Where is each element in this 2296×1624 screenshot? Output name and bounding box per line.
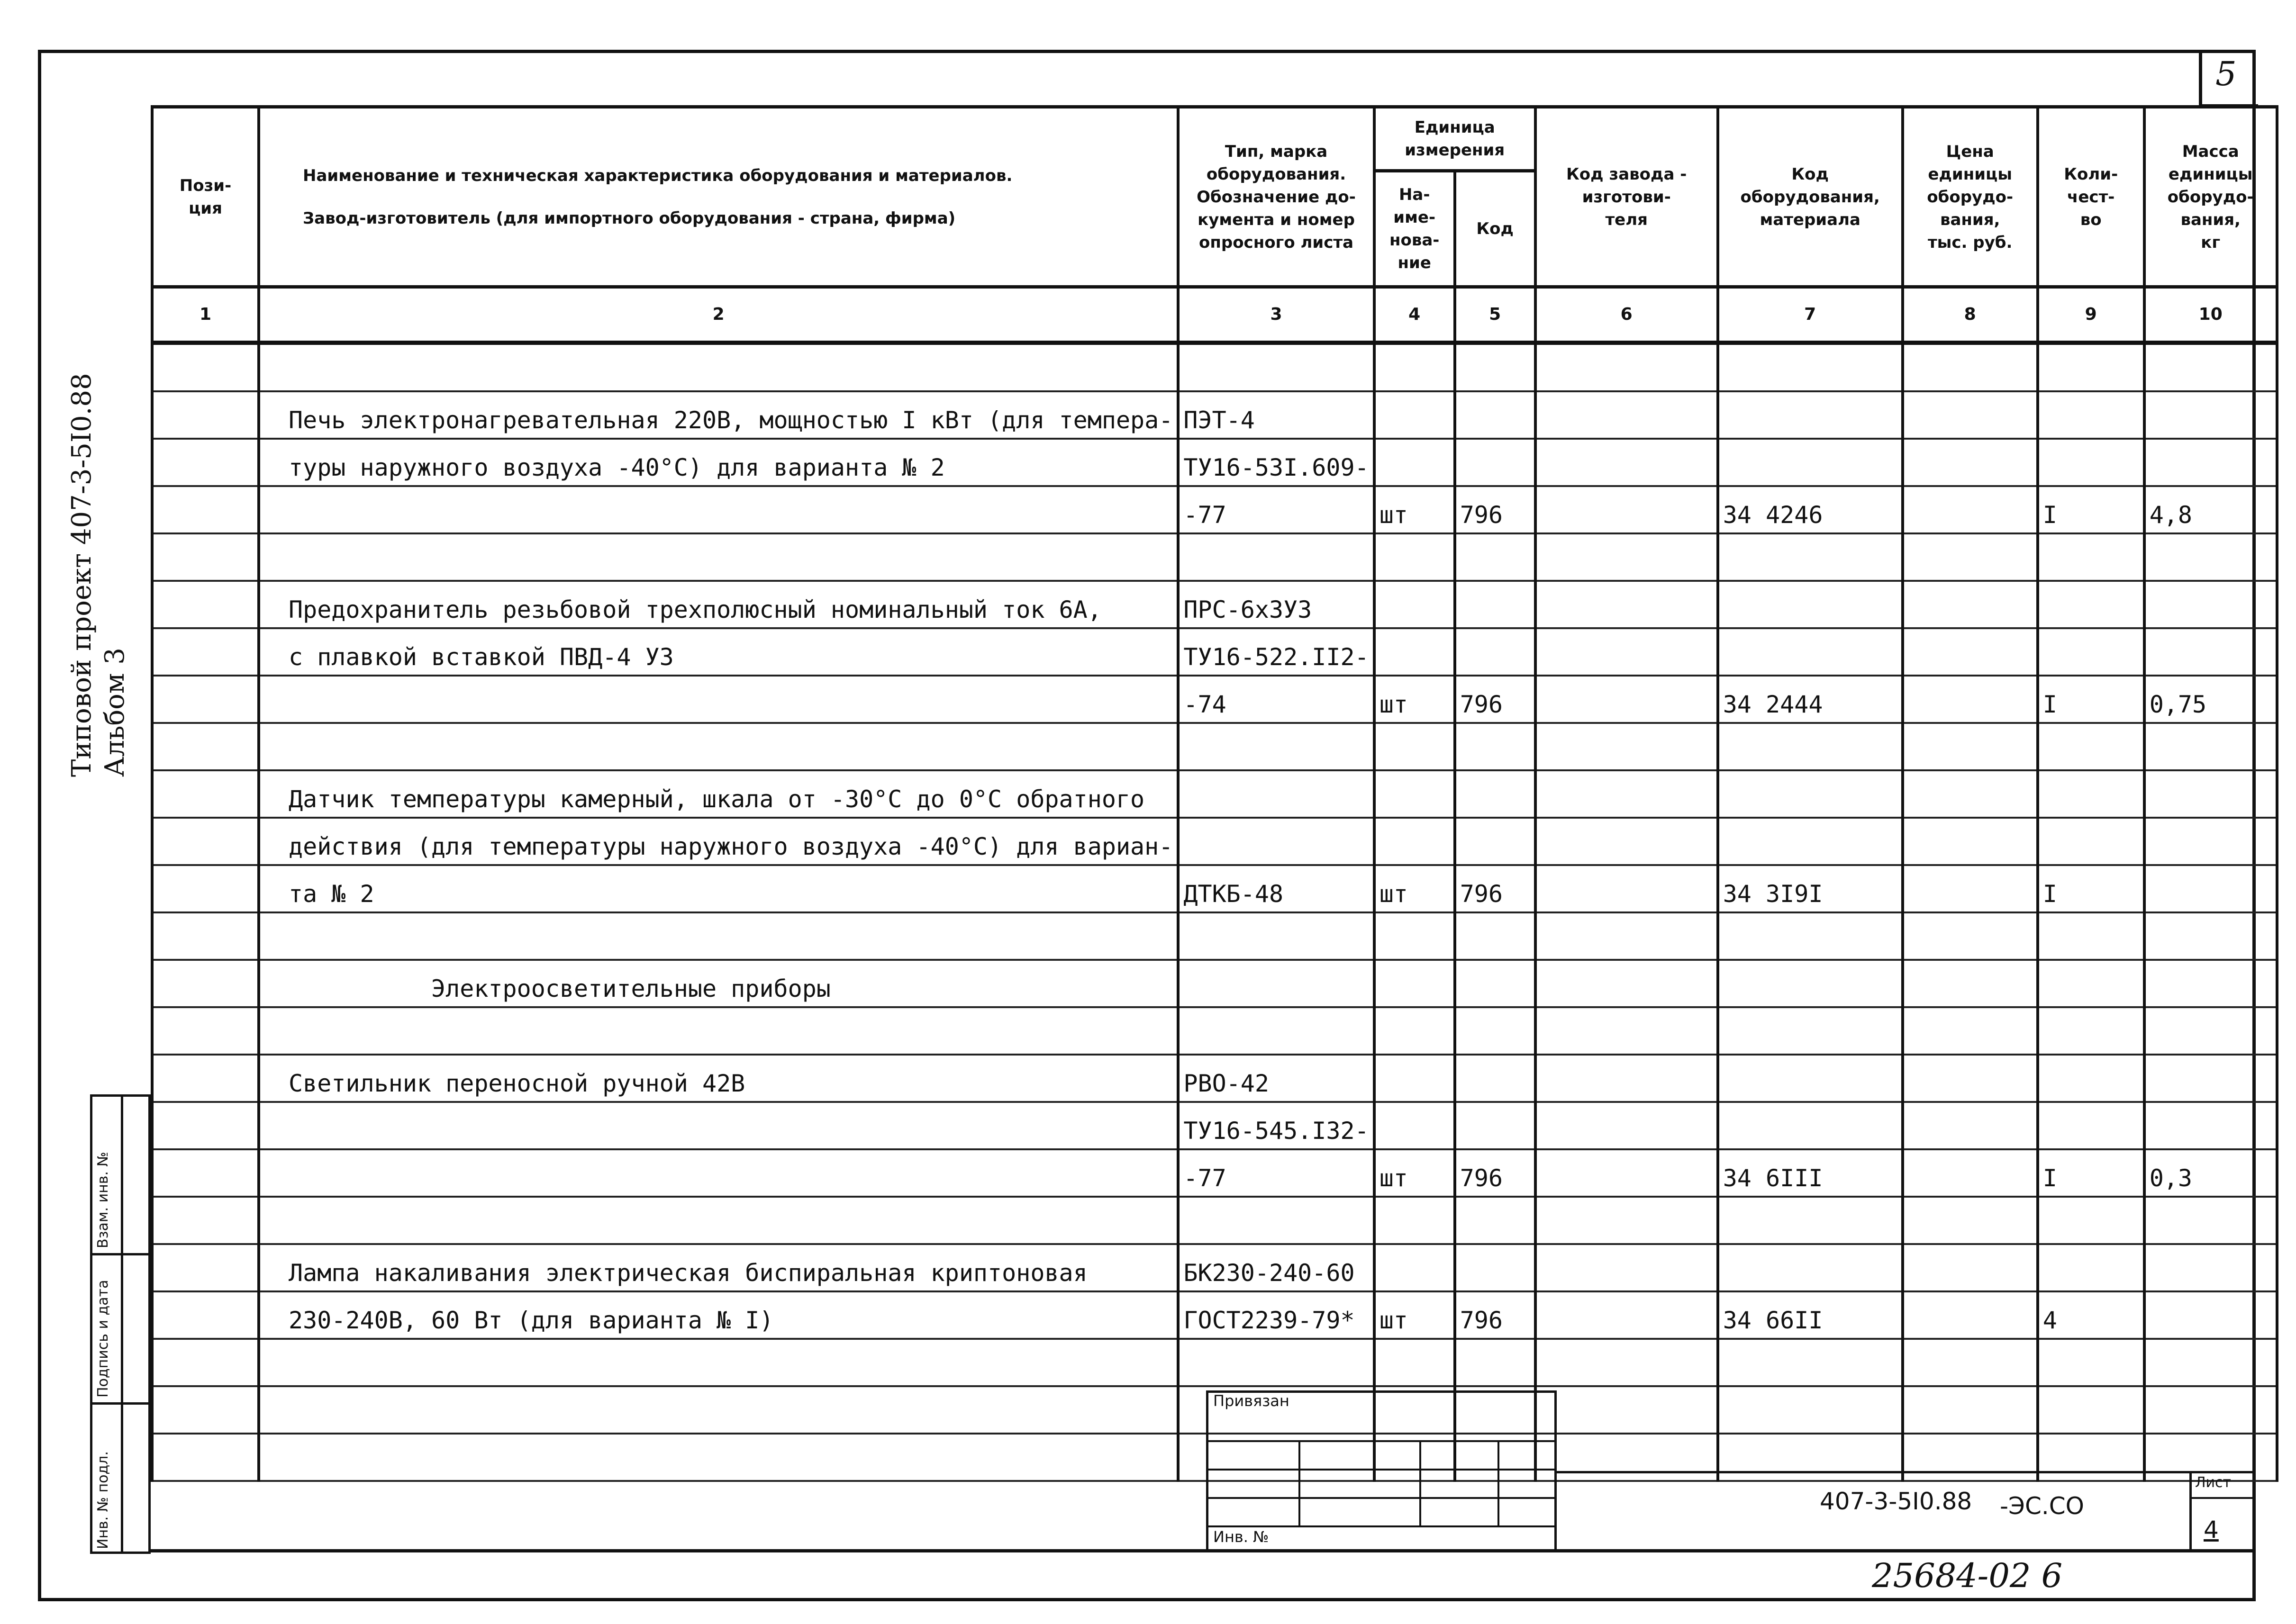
table-cell-c5 [1455, 581, 1535, 628]
table-cell-c7 [1718, 1007, 1903, 1055]
table-cell-c1 [152, 486, 259, 533]
header-unit-code: Код [1455, 171, 1535, 287]
table-cell-c4 [1374, 1007, 1455, 1055]
table-cell-c2: туры наружного воздуха -40°С) для варианта № 2 [259, 439, 1178, 486]
table-cell-c6 [1535, 676, 1718, 723]
table-cell-c8 [1903, 628, 2038, 676]
table-cell-c5 [1455, 723, 1535, 770]
table-cell-c7: 34 4246 [1718, 486, 1903, 533]
header-manufacturer-code: Код завода - изготови- теля [1535, 107, 1718, 287]
table-cell-c8 [1903, 391, 2038, 439]
table-cell-c9 [2038, 960, 2144, 1007]
table-cell-c6 [1535, 1339, 1718, 1386]
column-number-row [152, 287, 2277, 343]
table-cell-c8 [1903, 439, 2038, 486]
table-cell-c7 [1718, 391, 1903, 439]
table-cell-c2 [259, 912, 1178, 960]
column-number: 3 [1178, 287, 1374, 343]
table-cell-c6 [1535, 1244, 1718, 1291]
binding-stamp-box [1206, 1390, 1557, 1552]
table-cell-c10 [2144, 581, 2277, 628]
table-cell-c9 [2038, 1055, 2144, 1102]
table-cell-c7 [1718, 1102, 1903, 1149]
column-number: 5 [1455, 287, 1535, 343]
table-cell-c4 [1374, 912, 1455, 960]
table-cell-c3: ТУ16-545.I32- [1178, 1102, 1374, 1149]
table-cell-c6 [1535, 723, 1718, 770]
table-cell-c3 [1178, 818, 1374, 865]
table-cell-c1 [152, 676, 259, 723]
table-row [152, 581, 2277, 628]
table-cell-c9 [2038, 439, 2144, 486]
table-cell-c3 [1178, 770, 1374, 818]
table-row [152, 1055, 2277, 1102]
table-cell-c1 [152, 628, 259, 676]
table-cell-c7 [1718, 1386, 1903, 1434]
table-cell-c5 [1455, 1055, 1535, 1102]
table-cell-c1 [152, 1291, 259, 1339]
table-cell-c6 [1535, 1434, 1718, 1481]
table-cell-c6 [1535, 533, 1718, 581]
table-cell-c2 [259, 486, 1178, 533]
table-row [152, 818, 2277, 865]
table-row [152, 960, 2277, 1007]
table-cell-c7 [1718, 818, 1903, 865]
table-row [152, 486, 2277, 533]
table-cell-c8 [1903, 1149, 2038, 1197]
document-suffix: -ЭС.СО [2000, 1492, 2085, 1520]
table-cell-c3 [1178, 1197, 1374, 1244]
table-cell-c1 [152, 1386, 259, 1434]
table-row [152, 1197, 2277, 1244]
column-number: 9 [2038, 287, 2144, 343]
table-cell-c5: 796 [1455, 486, 1535, 533]
table-row [152, 1149, 2277, 1197]
table-cell-c5 [1455, 1007, 1535, 1055]
table-cell-c2: действия (для температуры наружного воздуха -40°С) для вариан- [259, 818, 1178, 865]
table-cell-c10 [2144, 960, 2277, 1007]
table-cell-c2 [259, 676, 1178, 723]
table-cell-c1 [152, 960, 259, 1007]
header-price: Цена единицы оборудо- вания, тыс. руб. [1903, 107, 2038, 287]
table-cell-c9: I [2038, 1149, 2144, 1197]
table-cell-c4 [1374, 1102, 1455, 1149]
table-cell-c1 [152, 723, 259, 770]
table-cell-c8 [1903, 581, 2038, 628]
header-equipment-code: Код оборудования, материала [1718, 107, 1903, 287]
table-cell-c7: 34 6III [1718, 1149, 1903, 1197]
table-cell-c3: -77 [1178, 1149, 1374, 1197]
table-cell-c10 [2144, 1055, 2277, 1102]
table-cell-c9 [2038, 723, 2144, 770]
table-cell-c1 [152, 581, 259, 628]
table-cell-c8 [1903, 1291, 2038, 1339]
table-cell-c8 [1903, 1055, 2038, 1102]
table-cell-c5 [1455, 770, 1535, 818]
table-cell-c8 [1903, 960, 2038, 1007]
table-cell-c2: Светильник переносной ручной 42В [259, 1055, 1178, 1102]
table-cell-c7: 34 3I9I [1718, 865, 1903, 912]
column-number: 10 [2144, 287, 2277, 343]
table-cell-c5 [1455, 1339, 1535, 1386]
table-cell-c9 [2038, 1386, 2144, 1434]
table-cell-c10 [2144, 912, 2277, 960]
table-cell-c1 [152, 439, 259, 486]
table-cell-c2 [259, 1434, 1178, 1481]
table-cell-c2 [259, 533, 1178, 581]
column-number: 6 [1535, 287, 1718, 343]
table-cell-c7 [1718, 628, 1903, 676]
column-number: 4 [1374, 287, 1455, 343]
table-cell-c2 [259, 1386, 1178, 1434]
header-position: Пози- ция [152, 107, 259, 287]
table-cell-c4 [1374, 770, 1455, 818]
table-cell-c6 [1535, 628, 1718, 676]
table-cell-c8 [1903, 486, 2038, 533]
table-cell-c7 [1718, 960, 1903, 1007]
table-cell-c10 [2144, 628, 2277, 676]
table-cell-c9 [2038, 1434, 2144, 1481]
table-cell-c4 [1374, 343, 1455, 392]
table-cell-c4 [1374, 723, 1455, 770]
table-cell-c3 [1178, 533, 1374, 581]
table-cell-c5 [1455, 1244, 1535, 1291]
table-cell-c8 [1903, 1244, 2038, 1291]
table-cell-c8 [1903, 1197, 2038, 1244]
table-row [152, 770, 2277, 818]
table-cell-c9 [2038, 1102, 2144, 1149]
table-cell-c2: с плавкой вставкой ПВД-4 У3 [259, 628, 1178, 676]
table-cell-c9 [2038, 533, 2144, 581]
table-cell-c6 [1535, 912, 1718, 960]
table-cell-c6 [1535, 1055, 1718, 1102]
stamp-replacement-inventory: Взам. инв. № [95, 1152, 111, 1248]
stamp-signature-date: Подпись и дата [95, 1280, 111, 1398]
table-cell-c8 [1903, 770, 2038, 818]
table-cell-c4: шт [1374, 486, 1455, 533]
table-cell-c7 [1718, 1434, 1903, 1481]
table-cell-c3: ПЭТ-4 [1178, 391, 1374, 439]
table-cell-c5 [1455, 960, 1535, 1007]
table-row [152, 1291, 2277, 1339]
table-cell-c9 [2038, 628, 2144, 676]
table-row [152, 1007, 2277, 1055]
table-cell-c10 [2144, 865, 2277, 912]
table-cell-c5: 796 [1455, 676, 1535, 723]
table-cell-c6 [1535, 1102, 1718, 1149]
table-row [152, 912, 2277, 960]
table-cell-c2 [259, 1197, 1178, 1244]
table-cell-c6 [1535, 960, 1718, 1007]
header-name: Наименование и техническая характеристика оборудования и материалов. Завод-изготовитель (для импортного оборудования - страна, фирма) [259, 107, 1178, 287]
table-cell-c1 [152, 1055, 259, 1102]
table-cell-c6 [1535, 1291, 1718, 1339]
table-cell-c3 [1178, 723, 1374, 770]
table-cell-c8 [1903, 912, 2038, 960]
table-cell-c3: БК230-240-60 [1178, 1244, 1374, 1291]
table-cell-c9: I [2038, 676, 2144, 723]
table-cell-c7 [1718, 723, 1903, 770]
table-cell-c9 [2038, 581, 2144, 628]
table-cell-c10 [2144, 1386, 2277, 1434]
table-row [152, 533, 2277, 581]
table-cell-c4 [1374, 581, 1455, 628]
table-cell-c1 [152, 1434, 259, 1481]
table-cell-c6 [1535, 391, 1718, 439]
table-cell-c1 [152, 770, 259, 818]
specification-table [151, 105, 2278, 1482]
table-cell-c2 [259, 1339, 1178, 1386]
table-cell-c5 [1455, 818, 1535, 865]
table-cell-c2: Предохранитель резьбовой трехполюсный номинальный ток 6А, [259, 581, 1178, 628]
table-cell-c4 [1374, 1244, 1455, 1291]
table-cell-c3 [1178, 1007, 1374, 1055]
table-cell-c10 [2144, 533, 2277, 581]
table-cell-c5: 796 [1455, 865, 1535, 912]
table-cell-c7 [1718, 439, 1903, 486]
table-cell-c1 [152, 391, 259, 439]
document-code: 407-3-5I0.88 [1820, 1488, 1972, 1515]
table-cell-c7 [1718, 1197, 1903, 1244]
table-row [152, 723, 2277, 770]
table-cell-c5 [1455, 533, 1535, 581]
sheet-value: 4 [2204, 1516, 2219, 1543]
table-cell-c9 [2038, 1339, 2144, 1386]
table-cell-c1 [152, 818, 259, 865]
table-cell-c3: ДТКБ-48 [1178, 865, 1374, 912]
table-cell-c8 [1903, 865, 2038, 912]
table-cell-c6 [1535, 770, 1718, 818]
table-cell-c10: 0,75 [2144, 676, 2277, 723]
table-cell-c1 [152, 1197, 259, 1244]
table-row [152, 676, 2277, 723]
header-unit-group: Единица измерения [1374, 107, 1535, 171]
table-row [152, 1244, 2277, 1291]
table-row [152, 1339, 2277, 1386]
table-cell-c9: I [2038, 865, 2144, 912]
table-cell-c9 [2038, 912, 2144, 960]
table-cell-c3 [1178, 912, 1374, 960]
table-cell-c2: Датчик температуры камерный, шкала от -30°С до 0°С обратного [259, 770, 1178, 818]
table-cell-c10: 0,3 [2144, 1149, 2277, 1197]
table-cell-c5 [1455, 912, 1535, 960]
table-cell-c2: Печь электронагревательная 220В, мощностью I кВт (для темпера- [259, 391, 1178, 439]
table-cell-c2 [259, 1149, 1178, 1197]
table-cell-c2: Электроосветительные приборы [259, 960, 1178, 1007]
side-album-title: Альбом 3 [100, 648, 130, 777]
table-cell-c10 [2144, 1102, 2277, 1149]
table-cell-c1 [152, 1244, 259, 1291]
table-cell-c3: -74 [1178, 676, 1374, 723]
table-cell-c5 [1455, 343, 1535, 392]
table-cell-c9: I [2038, 486, 2144, 533]
table-cell-c3: ГОСТ2239-79* [1178, 1291, 1374, 1339]
table-cell-c6 [1535, 1007, 1718, 1055]
table-cell-c4: шт [1374, 676, 1455, 723]
table-cell-c5 [1455, 1102, 1535, 1149]
table-cell-c1 [152, 912, 259, 960]
table-cell-c3: ПРС-6х3У3 [1178, 581, 1374, 628]
table-cell-c1 [152, 1339, 259, 1386]
header-mass: Масса единицы оборудо- вания, кг [2144, 107, 2277, 287]
table-cell-c2 [259, 343, 1178, 392]
table-cell-c6 [1535, 486, 1718, 533]
table-cell-c4: шт [1374, 865, 1455, 912]
table-cell-c8 [1903, 1386, 2038, 1434]
table-cell-c2: Лампа накаливания электрическая биспиральная криптоновая [259, 1244, 1178, 1291]
table-cell-c3 [1178, 343, 1374, 392]
column-number: 2 [259, 287, 1178, 343]
table-cell-c9 [2038, 770, 2144, 818]
table-cell-c9 [2038, 1007, 2144, 1055]
sheet-label: Лист [2195, 1474, 2232, 1491]
table-row [152, 343, 2277, 392]
table-cell-c7 [1718, 912, 1903, 960]
table-cell-c8 [1903, 1434, 2038, 1481]
table-cell-c4 [1374, 391, 1455, 439]
table-cell-c6 [1535, 865, 1718, 912]
table-cell-c10 [2144, 439, 2277, 486]
column-number: 7 [1718, 287, 1903, 343]
table-cell-c9 [2038, 391, 2144, 439]
header-type: Тип, марка оборудования. Обозначение до- кумента и номер опросного листа [1178, 107, 1374, 287]
table-row [152, 391, 2277, 439]
table-cell-c7 [1718, 533, 1903, 581]
column-number: 8 [1903, 287, 2038, 343]
table-cell-c10 [2144, 343, 2277, 392]
table-cell-c1 [152, 1007, 259, 1055]
table-cell-c5: 796 [1455, 1291, 1535, 1339]
table-cell-c7 [1718, 1055, 1903, 1102]
table-cell-c4 [1374, 818, 1455, 865]
header-quantity: Коли- чест- во [2038, 107, 2144, 287]
table-cell-c1 [152, 865, 259, 912]
table-cell-c7: 34 2444 [1718, 676, 1903, 723]
table-cell-c8 [1903, 818, 2038, 865]
table-cell-c9 [2038, 1197, 2144, 1244]
table-cell-c4 [1374, 533, 1455, 581]
table-cell-c8 [1903, 1007, 2038, 1055]
table-cell-c4 [1374, 439, 1455, 486]
table-cell-c2 [259, 1102, 1178, 1149]
table-cell-c9 [2038, 1244, 2144, 1291]
table-cell-c2: 230-240В, 60 Вт (для варианта № I) [259, 1291, 1178, 1339]
table-cell-c10 [2144, 1434, 2277, 1481]
corner-sheet-number: 5 [2215, 54, 2237, 93]
table-cell-c9 [2038, 343, 2144, 392]
side-project-title: Типовой проект 407-3-5I0.88 [66, 373, 97, 777]
table-cell-c5 [1455, 1197, 1535, 1244]
table-cell-c10: 4,8 [2144, 486, 2277, 533]
table-cell-c8 [1903, 343, 2038, 392]
header-unit-name: На- име- нова- ние [1374, 171, 1455, 287]
table-cell-c1 [152, 533, 259, 581]
table-cell-c4 [1374, 1055, 1455, 1102]
table-cell-c6 [1535, 343, 1718, 392]
table-row [152, 1102, 2277, 1149]
table-cell-c8 [1903, 1102, 2038, 1149]
table-cell-c8 [1903, 676, 2038, 723]
table-cell-c3: ТУ16-53I.609- [1178, 439, 1374, 486]
table-cell-c10 [2144, 818, 2277, 865]
table-cell-c6 [1535, 439, 1718, 486]
table-cell-c3: -77 [1178, 486, 1374, 533]
table-cell-c10 [2144, 1291, 2277, 1339]
table-row [152, 865, 2277, 912]
table-cell-c4 [1374, 960, 1455, 1007]
handwritten-archive-number: 25684-02 6 [1872, 1556, 2063, 1595]
table-cell-c10 [2144, 1244, 2277, 1291]
table-cell-c2 [259, 1007, 1178, 1055]
table-row [152, 439, 2277, 486]
table-cell-c10 [2144, 391, 2277, 439]
table-cell-c4 [1374, 1339, 1455, 1386]
specification-body [152, 343, 2277, 1481]
table-cell-c10 [2144, 1339, 2277, 1386]
table-cell-c6 [1535, 818, 1718, 865]
inventory-number-label: Инв. № [1213, 1528, 1269, 1546]
table-cell-c3 [1178, 1339, 1374, 1386]
table-cell-c7 [1718, 770, 1903, 818]
table-cell-c3: ТУ16-522.II2- [1178, 628, 1374, 676]
table-cell-c8 [1903, 723, 2038, 770]
table-cell-c5 [1455, 628, 1535, 676]
table-cell-c3: РВО-42 [1178, 1055, 1374, 1102]
table-cell-c8 [1903, 533, 2038, 581]
table-cell-c5: 796 [1455, 1149, 1535, 1197]
table-cell-c3 [1178, 960, 1374, 1007]
table-cell-c4: шт [1374, 1149, 1455, 1197]
table-cell-c6 [1535, 1197, 1718, 1244]
column-number: 1 [152, 287, 259, 343]
table-cell-c7 [1718, 1244, 1903, 1291]
table-cell-c5 [1455, 439, 1535, 486]
table-cell-c1 [152, 1149, 259, 1197]
table-cell-c10 [2144, 1007, 2277, 1055]
table-cell-c8 [1903, 1339, 2038, 1386]
table-cell-c6 [1535, 1149, 1718, 1197]
table-cell-c7 [1718, 1339, 1903, 1386]
table-cell-c1 [152, 343, 259, 392]
table-cell-c9 [2038, 818, 2144, 865]
table-cell-c4: шт [1374, 1291, 1455, 1339]
stamp-inventory-original: Инв. № подл. [95, 1451, 111, 1549]
table-cell-c4 [1374, 1197, 1455, 1244]
table-cell-c5 [1455, 391, 1535, 439]
table-cell-c2 [259, 723, 1178, 770]
table-cell-c1 [152, 1102, 259, 1149]
table-cell-c4 [1374, 628, 1455, 676]
table-cell-c2: та № 2 [259, 865, 1178, 912]
table-cell-c10 [2144, 770, 2277, 818]
table-cell-c10 [2144, 723, 2277, 770]
table-cell-c10 [2144, 1197, 2277, 1244]
table-cell-c6 [1535, 1386, 1718, 1434]
table-row [152, 628, 2277, 676]
table-cell-c7 [1718, 581, 1903, 628]
binding-stamp-label: Привязан [1213, 1392, 1289, 1410]
table-cell-c9: 4 [2038, 1291, 2144, 1339]
table-cell-c6 [1535, 581, 1718, 628]
table-cell-c7 [1718, 343, 1903, 392]
table-cell-c7: 34 66II [1718, 1291, 1903, 1339]
